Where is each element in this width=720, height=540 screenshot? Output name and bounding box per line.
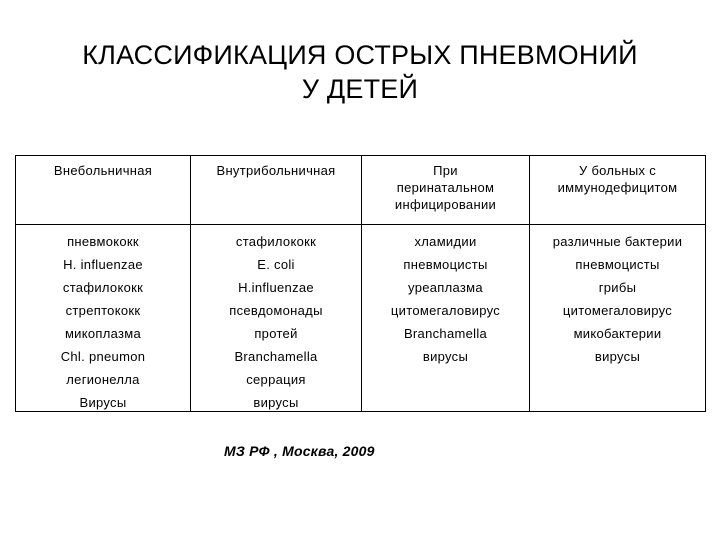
column-header: [530, 156, 705, 225]
list-item: H. influenzae: [63, 257, 143, 272]
page-title: [0, 38, 720, 106]
column-header: [191, 156, 361, 225]
header-line: перинатальном: [396, 180, 495, 195]
list-item: стрептококк: [65, 303, 141, 318]
list-item: пневмококк: [67, 234, 139, 249]
list-item: уреаплазма: [408, 280, 483, 295]
list-item: микоплазма: [64, 326, 142, 341]
title-line-2: У ДЕТЕЙ: [301, 74, 419, 104]
list-item: Chl. pneumon: [60, 349, 146, 364]
list-item: пневмоцисты: [575, 257, 660, 272]
header-line: При: [433, 163, 458, 178]
column-community-acquired: [16, 156, 190, 411]
header-line: инфицировании: [394, 197, 497, 212]
header-line: У больных с: [578, 163, 657, 178]
list-item: вирусы: [253, 395, 299, 410]
list-item: грибы: [598, 280, 637, 295]
list-item: E. coli: [257, 257, 295, 272]
title-line-1: КЛАССИФИКАЦИЯ ОСТРЫХ ПНЕВМОНИЙ: [82, 40, 638, 70]
list-item: псевдомонады: [229, 303, 323, 318]
classification-table: [15, 155, 706, 412]
list-item: серрация: [246, 372, 306, 387]
list-item: стафилококк: [235, 234, 317, 249]
source-citation: МЗ РФ , Москва, 2009: [224, 443, 375, 459]
list-item: хламидии: [414, 234, 477, 249]
list-item: пневмоцисты: [403, 257, 488, 272]
list-item: цитомегаловирус: [562, 303, 673, 318]
column-header: [362, 156, 529, 225]
header-line: Внебольничная: [53, 163, 153, 178]
column-items: [191, 225, 361, 414]
column-header: [16, 156, 190, 225]
column-immunodeficiency: [529, 156, 705, 411]
header-line: иммунодефицитом: [557, 180, 678, 195]
column-items: [16, 225, 190, 414]
list-item: стафилококк: [62, 280, 144, 295]
list-item: вирусы: [594, 349, 641, 364]
column-hospital-acquired: [190, 156, 361, 411]
list-item: протей: [254, 326, 298, 341]
column-perinatal: [361, 156, 529, 411]
list-item: Branchamella: [403, 326, 488, 341]
header-line: Внутрибольничная: [216, 163, 336, 178]
list-item: вирусы: [422, 349, 469, 364]
list-item: Branchamella: [234, 349, 318, 364]
list-item: цитомегаловирус: [390, 303, 501, 318]
column-items: [530, 225, 705, 368]
list-item: различные бактерии: [552, 234, 683, 249]
list-item: микобактерии: [573, 326, 662, 341]
list-item: легионелла: [66, 372, 140, 387]
list-item: H.influenzae: [238, 280, 314, 295]
list-item: Вирусы: [79, 395, 127, 410]
column-items: [362, 225, 529, 368]
